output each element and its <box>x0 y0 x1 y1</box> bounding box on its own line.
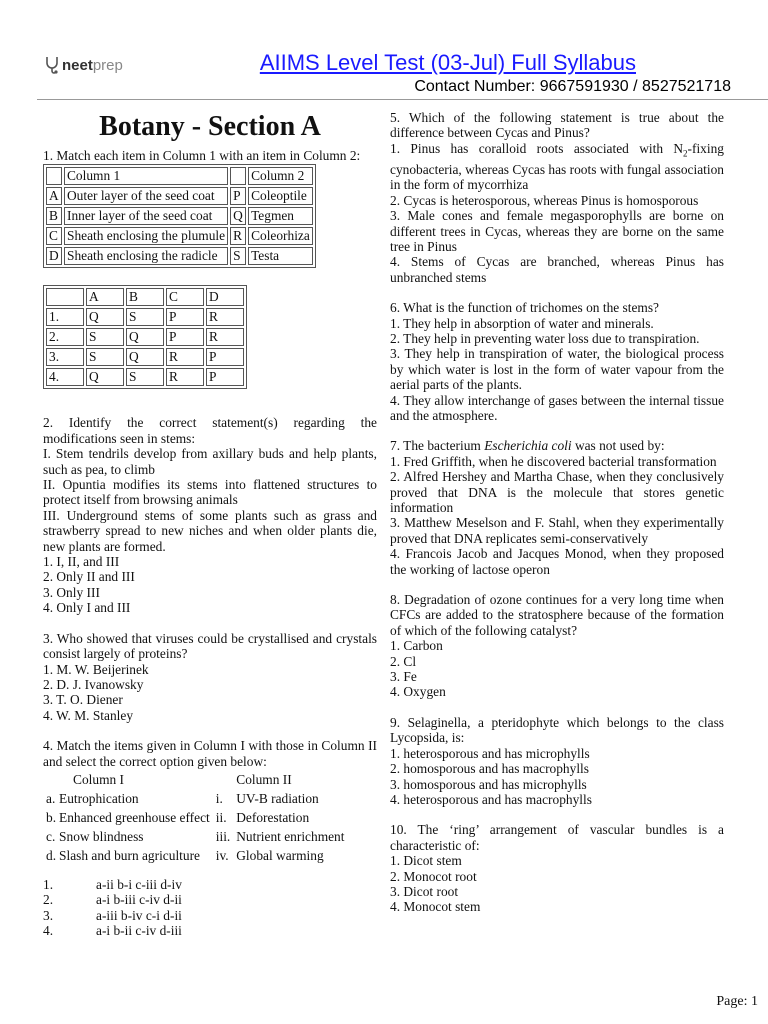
option-line: 4. Stems of Cycas are branched, whereas Pinus has unbranched stems <box>390 254 724 285</box>
answer-options <box>43 877 182 939</box>
table-row <box>43 846 347 865</box>
table-row <box>46 207 313 225</box>
table-cell: b. <box>46 809 57 825</box>
option-line: 1. Carbon <box>390 638 443 654</box>
question-text: 10. The ‘ring’ arrangement of vascular bundles is a characteristic of: <box>390 822 724 853</box>
option-text: a-iii b-iv c-i d-ii <box>96 907 182 923</box>
option-line: 4. Francois Jacob and Jacques Monod, when they proposed the working of lactose operon <box>390 546 724 577</box>
option-line: 3. Fe <box>390 669 417 685</box>
table-cell: Column I <box>73 771 125 787</box>
option-line: 4. W. M. Stanley <box>43 707 134 723</box>
stethoscope-icon <box>44 55 60 75</box>
table-cell <box>230 167 246 185</box>
answer-options-table <box>43 285 247 389</box>
question-6 <box>390 300 724 423</box>
table-cell: S <box>126 308 164 326</box>
table-row <box>46 308 244 326</box>
option-line: 1. I, II, and III <box>43 554 120 570</box>
table-cell: Snow blindness <box>59 828 144 844</box>
table-cell: Global warming <box>236 847 324 863</box>
question-text: 3. Who showed that viruses could be crystallised and crystals consist largely of proteins? <box>43 630 377 662</box>
table-cell: Q <box>86 308 124 326</box>
table-cell: Outer layer of the seed coat <box>64 187 228 205</box>
table-cell: A <box>46 187 62 205</box>
table-row <box>46 187 313 205</box>
question-9 <box>390 715 724 807</box>
table-cell: ii. <box>215 809 227 825</box>
option-line: 2. Cycas is heterosporous, whereas Pinus is homosporous <box>390 192 699 208</box>
question-text: 6. What is the function of trichomes on the stems? <box>390 300 659 316</box>
column-match-table <box>43 164 316 268</box>
table-cell: S <box>86 328 124 346</box>
logo-suffix: prep <box>92 57 123 74</box>
page-number: Page: 1 <box>716 994 758 1009</box>
option-text: -fixing cynobacteria, whereas Cycas has roots with fungal association in the form of mycorrhiza <box>390 140 724 193</box>
table-cell: c. <box>46 828 56 844</box>
table-cell: C <box>46 227 62 245</box>
table-cell: 4. <box>46 368 84 386</box>
statement-line: I. Stem tendrils develop from axillary buds and help plants, such as pea, to climb <box>43 446 377 477</box>
option-line: 4. Only I and III <box>43 600 131 616</box>
table-cell: Q <box>230 207 246 225</box>
table-row <box>46 227 313 245</box>
statement-line: III. Underground stems of some plants such as grass and strawberry spread to new niches and when older plants die, new plants are formed. <box>43 507 377 554</box>
table-header-row <box>46 167 313 185</box>
table-row <box>46 368 244 386</box>
right-column <box>390 110 724 930</box>
table-cell: P <box>166 308 204 326</box>
species-name: Escherichia coli <box>484 438 572 454</box>
subscript: 2 <box>683 148 688 159</box>
option-line: 2. Cl <box>390 653 417 669</box>
question-2 <box>43 415 377 615</box>
question-3 <box>43 631 377 723</box>
option-number: 2. <box>43 892 54 908</box>
table-cell: D <box>206 288 244 306</box>
option-line: 1. They help in absorption of water and minerals. <box>390 315 654 331</box>
option-number: 1. <box>43 876 54 892</box>
option-row <box>43 877 182 892</box>
option-text: a-i b-ii c-iv d-iii <box>96 923 182 939</box>
option-line: 4. Oxygen <box>390 684 446 700</box>
contact-number: Contact Number: 9667591930 / 8527521718 <box>414 78 731 95</box>
option-text: a-i b-iii c-iv d-ii <box>96 892 182 908</box>
table-header-row <box>43 770 347 789</box>
table-cell: 2. <box>46 328 84 346</box>
table-row <box>43 808 347 827</box>
test-title-link[interactable]: AIIMS Level Test (03-Jul) Full Syllabus <box>259 50 636 75</box>
table-row <box>43 827 347 846</box>
option-number: 3. <box>43 907 54 923</box>
table-cell: P <box>166 328 204 346</box>
option-row <box>43 892 182 907</box>
table-cell: Column 1 <box>64 167 228 185</box>
question-7 <box>390 438 724 577</box>
question-text: 8. Degradation of ozone continues for a very long time when CFCs are added to the stratosphere because of the formation of which of the following catalyst? <box>390 592 724 638</box>
option-line: 1. M. W. Beijerinek <box>43 661 149 677</box>
option-line: 3. Dicot root <box>390 883 459 899</box>
option-row <box>43 923 182 938</box>
table-cell: A <box>86 288 124 306</box>
question-text: 5. Which of the following statement is true about the difference between Cycas and Pinus? <box>390 110 724 141</box>
table-cell: Q <box>86 368 124 386</box>
table-cell: R <box>206 328 244 346</box>
option-number: 4. <box>43 923 54 939</box>
option-row <box>43 908 182 923</box>
table-cell: iii. <box>215 828 231 844</box>
statement-line: II. Opuntia modifies its stems into flattened structures to protect itself from browsing animals <box>43 477 377 508</box>
option-line: 1. Dicot stem <box>390 853 462 869</box>
option-line: 2. Only II and III <box>43 569 135 585</box>
table-cell: Column II <box>236 771 292 787</box>
table-cell: C <box>166 288 204 306</box>
table-cell: R <box>166 368 204 386</box>
option-line: 2. D. J. Ivanowsky <box>43 676 144 692</box>
option-line: 2. Monocot root <box>390 868 477 884</box>
option-line: 4. heterosporous and has macrophylls <box>390 791 592 807</box>
question-10 <box>390 822 724 914</box>
table-cell: d. <box>46 847 57 863</box>
table-cell: a. <box>46 790 56 806</box>
table-cell <box>46 288 84 306</box>
table-cell: 3. <box>46 348 84 366</box>
option-line: 2. Alfred Hershey and Martha Chase, when they conclusively proved that DNA is the molecule that stores genetic information <box>390 469 724 516</box>
table-cell: i. <box>215 790 223 806</box>
section-title: Botany - Section A <box>99 111 321 142</box>
option-text: a-ii b-i c-iii d-iv <box>96 876 182 892</box>
option-line: 3. They help in transpiration of water, the biological process by which water is lost in the form of water vapour from the aerial parts of the plants. <box>390 346 724 393</box>
table-cell: B <box>126 288 164 306</box>
question-5 <box>390 110 724 285</box>
table-cell: Sheath enclosing the plumule <box>64 227 228 245</box>
table-row <box>46 348 244 366</box>
logo-main: neet <box>62 57 93 74</box>
match-columns-table <box>43 770 347 865</box>
table-cell: Nutrient enrichment <box>236 828 345 844</box>
table-cell: D <box>46 247 62 265</box>
table-cell: R <box>166 348 204 366</box>
option-line: 1. Fred Griffith, when he discovered bacterial transformation <box>390 453 717 469</box>
table-cell: P <box>206 368 244 386</box>
option-line: 2. They help in preventing water loss due to transpiration. <box>390 330 700 346</box>
table-cell: S <box>86 348 124 366</box>
left-column <box>43 110 377 954</box>
question-text: 9. Selaginella, a pteridophyte which belongs to the class Lycopsida, is: <box>390 714 724 746</box>
table-cell: P <box>230 187 246 205</box>
table-cell: R <box>206 308 244 326</box>
table-cell: P <box>206 348 244 366</box>
table-cell: Coleorhiza <box>248 227 313 245</box>
table-cell: S <box>126 368 164 386</box>
question-4 <box>43 738 377 938</box>
question-text: 7. The bacterium Escherichia coli was not used by: <box>390 438 665 454</box>
option-line: 4. They allow interchange of gases between the internal tissue and the atmosphere. <box>390 392 724 423</box>
table-cell: Coleoptile <box>248 187 313 205</box>
option-text: 1. Pinus has coralloid roots associated with N <box>390 140 684 156</box>
table-cell: Inner layer of the seed coat <box>64 207 228 225</box>
table-cell: Testa <box>248 247 313 265</box>
table-cell <box>46 167 62 185</box>
option-line: 4. Monocot stem <box>390 899 481 915</box>
table-cell: Deforestation <box>236 809 310 825</box>
page-header <box>0 0 768 100</box>
option-line: 3. homosporous and has microphylls <box>390 776 587 792</box>
table-cell: Tegmen <box>248 207 313 225</box>
option-line: 3. Male cones and female megasporophylls are borne on different trees in Cycas, whereas they are borne on the same tree in Pinus <box>390 208 724 254</box>
option-line <box>390 141 724 193</box>
option-line: 3. Only III <box>43 584 100 600</box>
option-line: 3. Matthew Meselson and F. Stahl, when they experimentally proved that DNA replicates semi-conservatively <box>390 515 724 546</box>
table-cell: Eutrophication <box>59 790 139 806</box>
table-cell: UV-B radiation <box>236 790 319 806</box>
table-header-row <box>46 288 244 306</box>
table-cell: Enhanced greenhouse effect <box>59 809 210 825</box>
neetprep-logo <box>44 55 123 75</box>
question-1 <box>43 148 377 389</box>
table-cell: S <box>230 247 246 265</box>
table-cell: Slash and burn agriculture <box>59 847 200 863</box>
option-line: 2. homosporous and has macrophylls <box>390 761 589 777</box>
table-cell: Q <box>126 348 164 366</box>
table-row <box>46 247 313 265</box>
question-text: 1. Match each item in Column 1 with an item in Column 2: <box>43 148 361 163</box>
question-text: 4. Match the items given in Column I with those in Column II and select the correct option given below: <box>43 738 377 769</box>
table-cell: Sheath enclosing the radicle <box>64 247 228 265</box>
table-row <box>43 789 347 808</box>
table-cell: 1. <box>46 308 84 326</box>
table-cell: Column 2 <box>248 167 313 185</box>
option-line: 3. T. O. Diener <box>43 692 123 708</box>
table-cell: Q <box>126 328 164 346</box>
table-cell: R <box>230 227 246 245</box>
table-cell: B <box>46 207 62 225</box>
table-row <box>46 328 244 346</box>
option-line: 1. heterosporous and has microphylls <box>390 745 590 761</box>
question-8 <box>390 592 724 700</box>
header-divider <box>37 99 768 100</box>
table-cell: iv. <box>215 847 229 863</box>
question-text: 2. Identify the correct statement(s) regarding the modifications seen in stems: <box>43 415 377 446</box>
